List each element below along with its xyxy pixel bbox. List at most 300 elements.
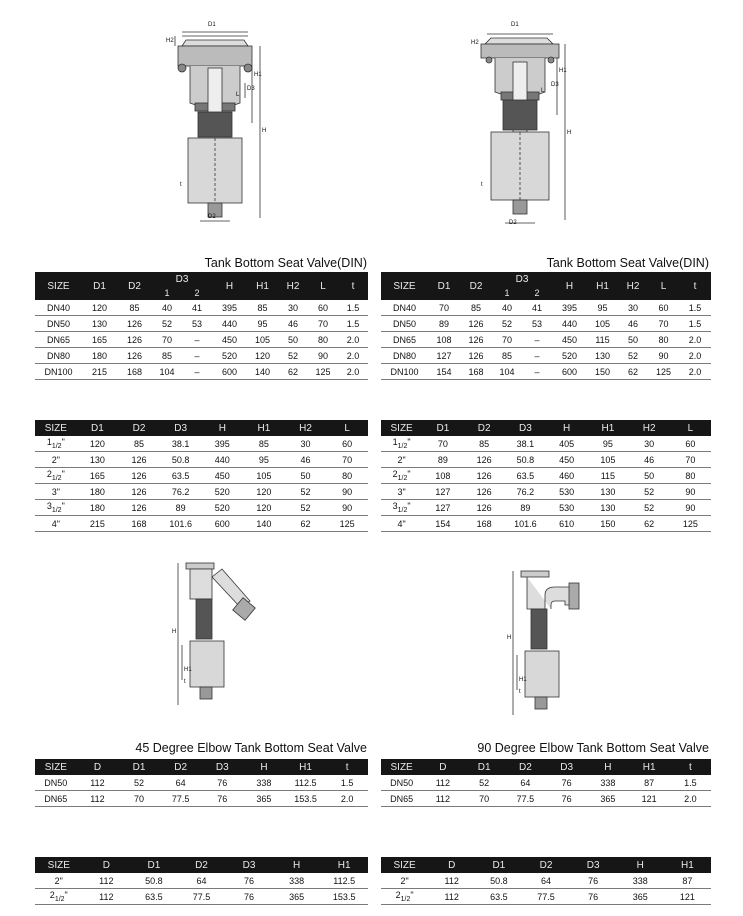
table-cell: 1.5 <box>338 300 368 316</box>
table-cell: 85 <box>243 436 285 452</box>
table-cell: 450 <box>552 332 587 348</box>
table-cell: 95 <box>243 452 285 468</box>
table-cell: 395 <box>212 300 247 316</box>
table-row <box>35 791 368 807</box>
table-cell: 70 <box>428 300 460 316</box>
column-header: H <box>617 857 664 873</box>
table-cell: 40 <box>492 300 522 316</box>
table-cell: 38.1 <box>505 436 546 452</box>
table-cell: 440 <box>212 316 247 332</box>
table-cell: 126 <box>118 452 160 468</box>
column-header: D3 <box>505 420 546 436</box>
size-whole: 1 <box>392 437 398 448</box>
table-cell: 76.2 <box>505 484 546 500</box>
table-row <box>381 332 711 348</box>
size-fraction: 1/2 <box>51 506 62 514</box>
size-whole: 2" <box>51 454 60 465</box>
column-header: H1 <box>243 420 285 436</box>
table-cell: 52 <box>629 500 670 516</box>
table-cell: 85 <box>117 300 152 316</box>
table-cell: 126 <box>117 316 152 332</box>
table-cell: 460 <box>546 468 587 484</box>
label-d3: D3 <box>551 82 559 88</box>
label-l: L <box>236 92 240 98</box>
table-cell: 95 <box>587 300 618 316</box>
size-cell <box>35 452 77 468</box>
elbow90-inch-body <box>381 873 711 905</box>
table-cell: 365 <box>587 791 628 807</box>
table-row <box>35 775 368 791</box>
din-right-body <box>381 300 711 380</box>
table-cell: 365 <box>617 889 664 905</box>
table-cell: 53 <box>522 316 552 332</box>
size-whole: 4" <box>51 518 60 529</box>
header-d3-2: 2 <box>522 286 552 300</box>
column-header: H <box>243 759 285 775</box>
table-cell: 130 <box>587 500 628 516</box>
column-header: D2 <box>464 420 505 436</box>
table-cell: 520 <box>552 348 587 364</box>
table-cell: 153.5 <box>320 889 368 905</box>
table-row <box>381 791 711 807</box>
table-cell: 52 <box>618 348 648 364</box>
table-cell: 85 <box>118 436 160 452</box>
table-cell: 63.5 <box>160 468 202 484</box>
column-header: t <box>670 759 711 775</box>
table-cell: 112 <box>428 873 475 889</box>
size-fraction: 1/2 <box>400 895 411 903</box>
table-cell: 112 <box>422 791 463 807</box>
table-row <box>35 873 368 889</box>
table-cell: 126 <box>464 468 505 484</box>
table-cell: 530 <box>546 484 587 500</box>
column-header: H1 <box>320 857 368 873</box>
table-cell: DN50 <box>381 775 422 791</box>
table-cell: 76 <box>546 791 587 807</box>
table-cell: 76.2 <box>160 484 202 500</box>
column-header: L <box>326 420 368 436</box>
size-cell <box>35 873 83 889</box>
table-row <box>381 775 711 791</box>
table-cell: 112 <box>428 889 475 905</box>
table-cell: 121 <box>629 791 670 807</box>
label-h1: H1 <box>184 667 192 673</box>
table-cell: 89 <box>505 500 546 516</box>
header-h: H <box>552 272 587 300</box>
elbow45-table <box>35 759 368 807</box>
table-cell: 50 <box>629 468 670 484</box>
elbow45-inch-header <box>35 857 368 873</box>
label-h2: H2 <box>471 40 479 46</box>
table-cell: 140 <box>243 516 285 532</box>
label-t: t <box>481 182 483 188</box>
table-cell: 120 <box>243 484 285 500</box>
label-h: H <box>507 635 512 641</box>
caption-90-elbow: 90 Degree Elbow Tank Bottom Seat Valve <box>477 741 709 755</box>
column-header: H1 <box>285 759 327 775</box>
table-cell: 2.0 <box>670 791 711 807</box>
table-cell: DN80 <box>381 348 428 364</box>
table-cell: 440 <box>552 316 587 332</box>
size-inch-mark: " <box>410 890 414 901</box>
table-row <box>35 452 368 468</box>
column-header: SIZE <box>381 759 422 775</box>
size-cell <box>381 516 422 532</box>
table-cell: 70 <box>648 316 679 332</box>
table-cell: DN65 <box>35 791 77 807</box>
table-cell: DN65 <box>35 332 82 348</box>
column-header: H <box>546 420 587 436</box>
table-cell: 70 <box>152 332 182 348</box>
size-whole: 2" <box>400 875 409 886</box>
table-cell: 112 <box>422 775 463 791</box>
column-header: D2 <box>522 857 569 873</box>
size-whole: 3" <box>51 486 60 497</box>
table-cell: 2.0 <box>338 364 368 380</box>
table-cell: 60 <box>308 300 338 316</box>
table-cell: 126 <box>460 348 492 364</box>
table-row <box>35 484 368 500</box>
size-fraction: 1/2 <box>397 506 408 514</box>
size-whole: 3" <box>397 486 406 497</box>
table-cell: 2.0 <box>679 332 711 348</box>
header-d1: D1 <box>82 272 117 300</box>
header-d3-2: 2 <box>182 286 212 300</box>
size-whole: 2 <box>392 469 398 480</box>
table-cell: 126 <box>118 484 160 500</box>
table-row <box>35 300 368 316</box>
table-cell: 46 <box>618 316 648 332</box>
table-cell: 60 <box>326 436 368 452</box>
column-header: t <box>326 759 368 775</box>
table-cell: 520 <box>212 348 247 364</box>
column-header: D1 <box>422 420 463 436</box>
label-h: H <box>567 130 572 136</box>
table-cell: 121 <box>664 889 711 905</box>
table-cell: 125 <box>670 516 711 532</box>
table-cell: DN50 <box>35 316 82 332</box>
header-d2: D2 <box>460 272 492 300</box>
table-cell: 126 <box>464 484 505 500</box>
table-cell: 52 <box>629 484 670 500</box>
table-cell: DN100 <box>381 364 428 380</box>
table-cell: 90 <box>326 500 368 516</box>
table-cell: 46 <box>629 452 670 468</box>
table-cell: 365 <box>243 791 285 807</box>
table-cell: 1.5 <box>679 316 711 332</box>
header-d1: D1 <box>428 272 460 300</box>
table-cell: 168 <box>117 364 152 380</box>
table-cell: 52 <box>285 500 327 516</box>
table-cell: 63.5 <box>475 889 522 905</box>
column-header: D2 <box>505 759 546 775</box>
table-cell: 126 <box>464 500 505 516</box>
table-cell: 450 <box>546 452 587 468</box>
column-header: H <box>587 759 628 775</box>
table-row <box>381 316 711 332</box>
table-cell: 112 <box>77 791 119 807</box>
size-inch-mark: " <box>64 890 68 901</box>
table-cell: 104 <box>152 364 182 380</box>
column-header: D3 <box>160 420 202 436</box>
table-row <box>381 348 711 364</box>
table-cell: 30 <box>618 300 648 316</box>
table-cell: 70 <box>492 332 522 348</box>
table-cell: 101.6 <box>160 516 202 532</box>
table-row <box>381 873 711 889</box>
table-cell: 338 <box>243 775 285 791</box>
size-whole: 2 <box>46 469 52 480</box>
table-cell: 125 <box>326 516 368 532</box>
table-cell: 126 <box>117 332 152 348</box>
table-cell: 2.0 <box>326 791 368 807</box>
table-cell: 85 <box>492 348 522 364</box>
header-d3-1: 1 <box>152 286 182 300</box>
size-whole: 2" <box>397 454 406 465</box>
inch-table-right <box>381 420 711 532</box>
column-header: D3 <box>546 759 587 775</box>
table-cell: 30 <box>278 300 308 316</box>
table-cell: 89 <box>422 452 463 468</box>
table-cell: 105 <box>247 332 278 348</box>
label-d1: D1 <box>208 22 216 28</box>
header-h2: H2 <box>278 272 308 300</box>
table-cell: 50 <box>618 332 648 348</box>
table-cell: 154 <box>422 516 463 532</box>
table-cell: 112.5 <box>285 775 327 791</box>
header-h1: H1 <box>247 272 278 300</box>
label-h: H <box>172 629 177 635</box>
size-whole: 3 <box>46 501 52 512</box>
table-cell: 89 <box>160 500 202 516</box>
label-d3: D3 <box>247 86 255 92</box>
column-header: D1 <box>77 420 119 436</box>
size-whole: 2" <box>54 875 63 886</box>
table-cell: 70 <box>326 452 368 468</box>
label-h1: H1 <box>254 72 262 78</box>
table-cell: 153.5 <box>285 791 327 807</box>
din-table-right <box>381 272 711 380</box>
valve-drawing-90-elbow <box>505 565 595 725</box>
table-cell: 450 <box>212 332 247 348</box>
column-header: H2 <box>285 420 327 436</box>
table-cell: 105 <box>243 468 285 484</box>
table-cell: 180 <box>77 500 119 516</box>
table-cell: 60 <box>670 436 711 452</box>
elbow90-table <box>381 759 711 807</box>
table-cell: 405 <box>546 436 587 452</box>
size-inch-mark: " <box>61 437 65 448</box>
table-cell: 108 <box>422 468 463 484</box>
table-row <box>381 516 711 532</box>
table-cell: 600 <box>212 364 247 380</box>
table-cell: 395 <box>552 300 587 316</box>
column-header: SIZE <box>35 857 83 873</box>
table-row <box>381 468 711 484</box>
table-cell: 95 <box>247 316 278 332</box>
table-cell: 120 <box>247 348 278 364</box>
table-cell: DN40 <box>381 300 428 316</box>
table-cell: 180 <box>82 348 117 364</box>
table-cell: 165 <box>77 468 119 484</box>
table-row <box>381 364 711 380</box>
size-inch-mark: " <box>61 501 65 512</box>
table-cell: 85 <box>464 436 505 452</box>
elbow45-header <box>35 759 368 775</box>
table-cell: 64 <box>160 775 202 791</box>
elbow90-inch-header <box>381 857 711 873</box>
table-cell: 168 <box>464 516 505 532</box>
table-cell: 126 <box>118 500 160 516</box>
table-cell: 600 <box>202 516 244 532</box>
column-header: D1 <box>130 857 178 873</box>
size-whole: 1 <box>46 437 52 448</box>
column-header: L <box>670 420 711 436</box>
table-cell: 64 <box>505 775 546 791</box>
column-header: H1 <box>664 857 711 873</box>
table-cell: 64 <box>178 873 226 889</box>
table-cell: 90 <box>326 484 368 500</box>
table-cell: 115 <box>587 468 628 484</box>
table-cell: 85 <box>460 300 492 316</box>
header-l: L <box>308 272 338 300</box>
table-cell: 126 <box>117 348 152 364</box>
table-cell: DN100 <box>35 364 82 380</box>
table-cell: – <box>522 364 552 380</box>
table-cell: 80 <box>648 332 679 348</box>
table-cell: 1.5 <box>670 775 711 791</box>
size-fraction: 1/2 <box>54 895 65 903</box>
table-cell: 338 <box>617 873 664 889</box>
table-cell: 180 <box>77 484 119 500</box>
din-table-left <box>35 272 368 380</box>
column-header: D2 <box>178 857 226 873</box>
table-cell: 62 <box>285 516 327 532</box>
table-cell: 530 <box>546 500 587 516</box>
elbow90-body <box>381 775 711 807</box>
table-cell: 115 <box>587 332 618 348</box>
table-cell: 1.5 <box>679 300 711 316</box>
size-fraction: 1/2 <box>397 442 408 450</box>
size-cell <box>35 468 77 484</box>
table-cell: 76 <box>225 889 273 905</box>
label-h: H <box>262 128 267 134</box>
header-l: L <box>648 272 679 300</box>
table-cell: 108 <box>428 332 460 348</box>
table-cell: 50.8 <box>130 873 178 889</box>
table-cell: 63.5 <box>130 889 178 905</box>
table-cell: 62 <box>618 364 648 380</box>
elbow90-inch-table <box>381 857 711 905</box>
header-h1: H1 <box>587 272 618 300</box>
table-cell: 95 <box>587 436 628 452</box>
column-header: D2 <box>160 759 202 775</box>
size-cell <box>381 500 422 516</box>
table-cell: 52 <box>278 348 308 364</box>
table-cell: 520 <box>202 500 244 516</box>
table-cell: 41 <box>522 300 552 316</box>
table-cell: 52 <box>464 775 505 791</box>
column-header: SIZE <box>381 857 428 873</box>
size-fraction: 1/2 <box>51 442 62 450</box>
table-cell: 70 <box>308 316 338 332</box>
table-cell: 126 <box>118 468 160 484</box>
table-cell: 80 <box>670 468 711 484</box>
label-d2: D2 <box>509 220 517 226</box>
table-cell: 126 <box>464 452 505 468</box>
inch-table-left <box>35 420 368 532</box>
table-cell: 125 <box>648 364 679 380</box>
table-cell: 76 <box>546 775 587 791</box>
size-inch-mark: " <box>407 469 411 480</box>
table-cell: 77.5 <box>178 889 226 905</box>
header-h: H <box>212 272 247 300</box>
table-cell: 126 <box>460 316 492 332</box>
table-cell: 130 <box>77 452 119 468</box>
table-row <box>35 364 368 380</box>
column-header: H2 <box>629 420 670 436</box>
table-cell: 610 <box>546 516 587 532</box>
table-cell: 76 <box>570 889 617 905</box>
table-cell: 101.6 <box>505 516 546 532</box>
table-cell: 64 <box>522 873 569 889</box>
label-t: t <box>180 182 182 188</box>
label-t: t <box>184 679 186 685</box>
table-cell: 53 <box>182 316 212 332</box>
table-cell: 40 <box>152 300 182 316</box>
table-cell: 395 <box>202 436 244 452</box>
table-cell: 338 <box>587 775 628 791</box>
table-cell: 127 <box>422 484 463 500</box>
table-cell: 130 <box>587 484 628 500</box>
header-d2: D2 <box>117 272 152 300</box>
valve-drawing-din-right <box>465 22 575 230</box>
size-cell <box>381 484 422 500</box>
table-row <box>35 348 368 364</box>
table-cell: 140 <box>247 364 278 380</box>
table-cell: 90 <box>670 500 711 516</box>
table-cell: 87 <box>664 873 711 889</box>
table-cell: 2.0 <box>679 364 711 380</box>
label-d1: D1 <box>511 22 519 28</box>
table-row <box>381 484 711 500</box>
din-left-body <box>35 300 368 380</box>
table-cell: 77.5 <box>160 791 202 807</box>
table-cell: 2.0 <box>338 332 368 348</box>
header-size: SIZE <box>35 272 82 300</box>
table-cell: 30 <box>629 436 670 452</box>
table-cell: 440 <box>202 452 244 468</box>
table-cell: DN50 <box>381 316 428 332</box>
table-cell: DN65 <box>381 791 422 807</box>
table-cell: 1.5 <box>326 775 368 791</box>
table-cell: 50.8 <box>475 873 522 889</box>
header-size: SIZE <box>381 272 428 300</box>
table-cell: 90 <box>648 348 679 364</box>
table-row <box>35 316 368 332</box>
caption-din-right: Tank Bottom Seat Valve(DIN) <box>546 256 709 270</box>
table-row <box>381 436 711 452</box>
size-cell <box>35 500 77 516</box>
table-cell: – <box>522 332 552 348</box>
caption-din-left: Tank Bottom Seat Valve(DIN) <box>204 256 367 270</box>
table-cell: 50 <box>285 468 327 484</box>
table-cell: 63.5 <box>505 468 546 484</box>
table-cell: 80 <box>326 468 368 484</box>
elbow45-inch-table <box>35 857 368 905</box>
size-cell <box>381 436 422 452</box>
table-row <box>35 500 368 516</box>
